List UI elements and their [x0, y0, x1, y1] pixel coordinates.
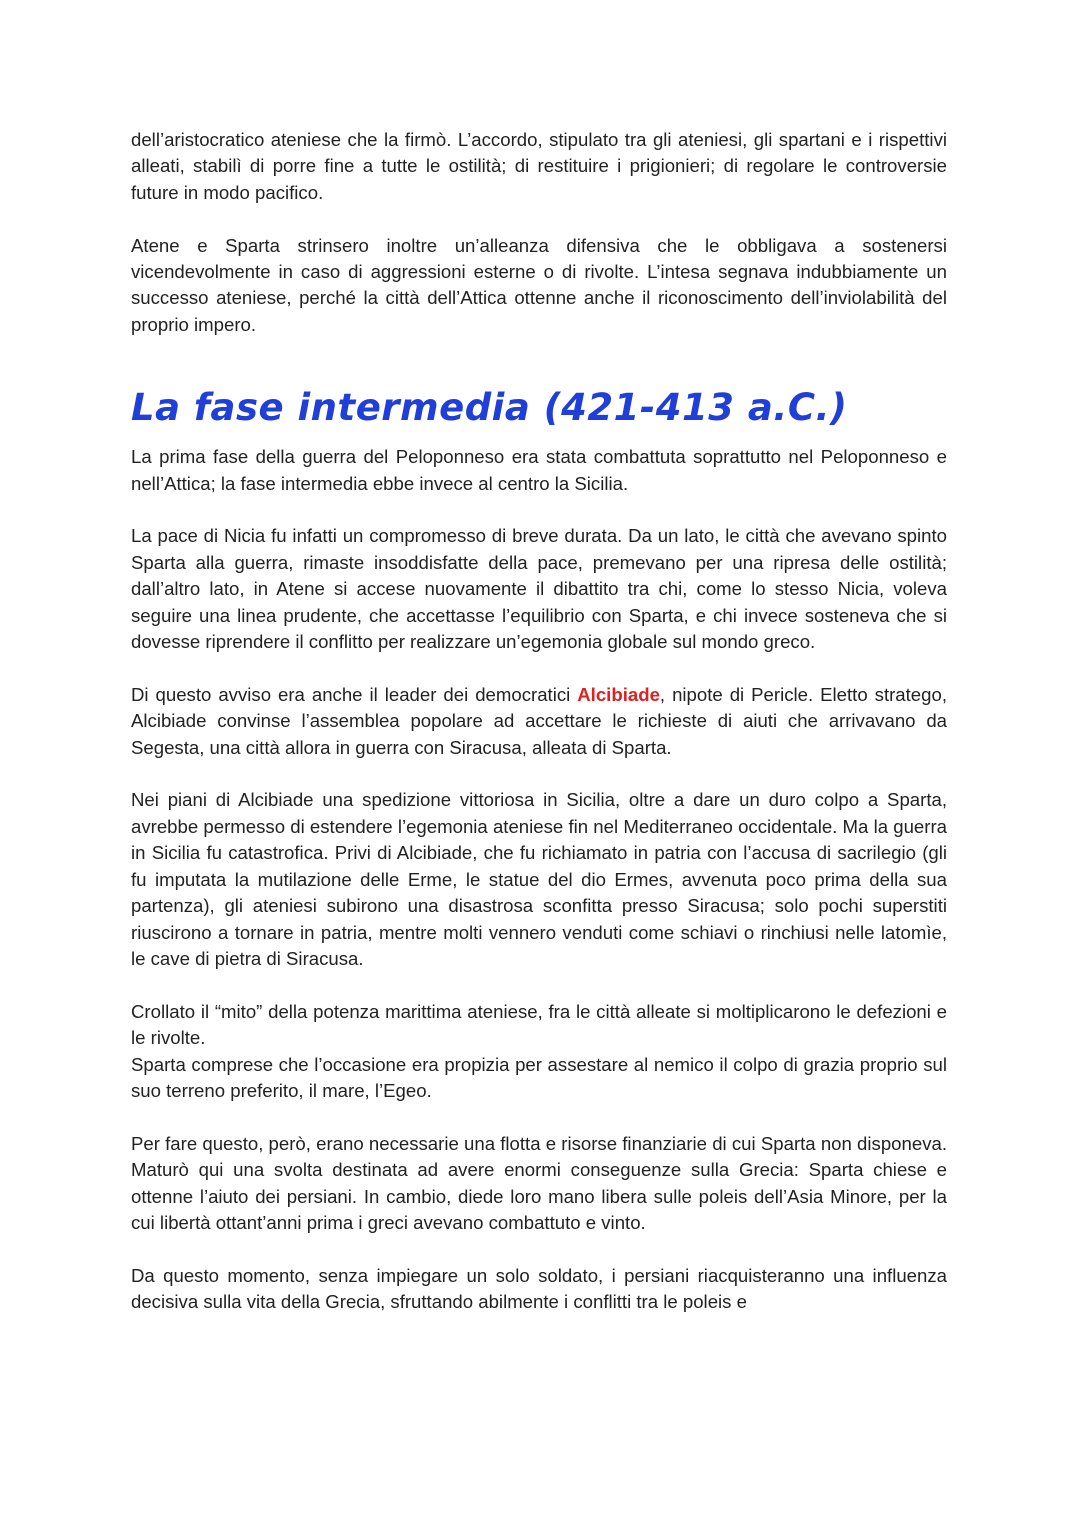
paragraph-defections: Crollato il “mito” della potenza marittima ateniese, fra le città alleate si moltiplicarono le defezioni e le rivolte. — [131, 1000, 947, 1049]
document-page — [131, 127, 947, 1342]
paragraph-sparta-opportunity: Sparta comprese che l’occasione era propizia per assestare al nemico il colpo di grazia proprio sul suo terreno preferito, il mare, l’Egeo. — [131, 1053, 947, 1101]
paragraph-persian-influence: Da questo momento, senza impiegare un solo soldato, i persiani riacquisteranno una influenza decisiva sulla vita della Grecia, sfruttando abilmente i conflitti tra le poleis e — [131, 1264, 947, 1313]
section-heading: La fase intermedia (421-413 a.C.) — [131, 386, 848, 430]
paragraph-text: Di questo avviso era anche il leader dei democratici — [131, 683, 578, 705]
paragraph-peace-treaty: dell’aristocratico ateniese che la firmò. L’accordo, stipulato tra gli ateniesi, gli spartani e i rispettivi alleati, stabilì di porre fine a tutte le ostilità; di restituire i prigionieri; di regolare le controversie future in modo pacifico. — [131, 129, 947, 203]
paragraph-peace-of-nicias: La pace di Nicia fu infatti un compromesso di breve durata. Da un lato, le città che avevano spinto Sparta alla guerra, rimaste insoddisfatte della pace, premevano per una ripresa delle ostilità; dall’altro lato, in Atene si accese nuovamente il dibattito tra chi, come lo stesso Nicia, voleva seguire una linea prudente, che accettasse l’equilibrio con Sparta, e chi invece sosteneva che si dovesse riprendere il conflitto per realizzare un’egemonia globale sul mondo greco. — [131, 525, 947, 653]
paragraph-text: , nipote di Pericle. Eletto stratego, Alcibiade convinse l’assemblea popolare ad accettare le richieste di aiuti che arrivavano da Segesta, una città allora in guerra con Siracusa, alleata di Sparta. — [131, 683, 947, 758]
paragraph-alliance: Atene e Sparta strinsero inoltre un’alleanza difensiva che le obbligava a sostenersi vicendevolmente in caso di aggressioni esterne o di rivolte. L’intesa segnava indubbiamente un successo ateniese, perché la città dell’Attica ottenne anche il riconoscimento dell’inviolabilità del proprio impero. — [131, 234, 947, 335]
highlight-alcibiade: Alcibiade — [577, 683, 660, 705]
paragraph-alcibiades — [131, 682, 947, 761]
paragraph-first-phase: La prima fase della guerra del Peloponneso era stata combattuta soprattutto nel Peloponneso e nell’Attica; la fase intermedia ebbe invece al centro la Sicilia. — [131, 446, 947, 494]
paragraph-persian-aid: Per fare questo, però, erano necessarie una flotta e risorse finanziarie di cui Sparta non disponeva. Maturò qui una svolta destinata ad avere enormi conseguenze sulla Grecia: Sparta chiese e ottenne l’aiuto dei persiani. In cambio, diede loro mano libera sulle poleis dell’Asia Minore, per la cui libertà ottant’anni prima i greci avevano combattuto e vinto. — [131, 1132, 947, 1233]
paragraph-sicilian-expedition: Nei piani di Alcibiade una spedizione vittoriosa in Sicilia, oltre a dare un duro colpo a Sparta, avrebbe permesso di estendere l’egemonia ateniese fin nel Mediterraneo occidentale. Ma la guerra in Sicilia fu catastrofica. Privi di Alcibiade, che fu richiamato in patria con l’accusa di sacrilegio (gli fu imputata la mutilazione delle Erme, le statue del dio Ermes, avvenuta poco prima della sua partenza), gli ateniesi subirono una disastrosa sconfitta presso Siracusa; solo pochi superstiti riuscirono a tornare in patria, mentre molti vennero venduti come schiavi o rinchiusi nelle latomìe, le cave di pietra di Siracusa. — [131, 789, 947, 969]
